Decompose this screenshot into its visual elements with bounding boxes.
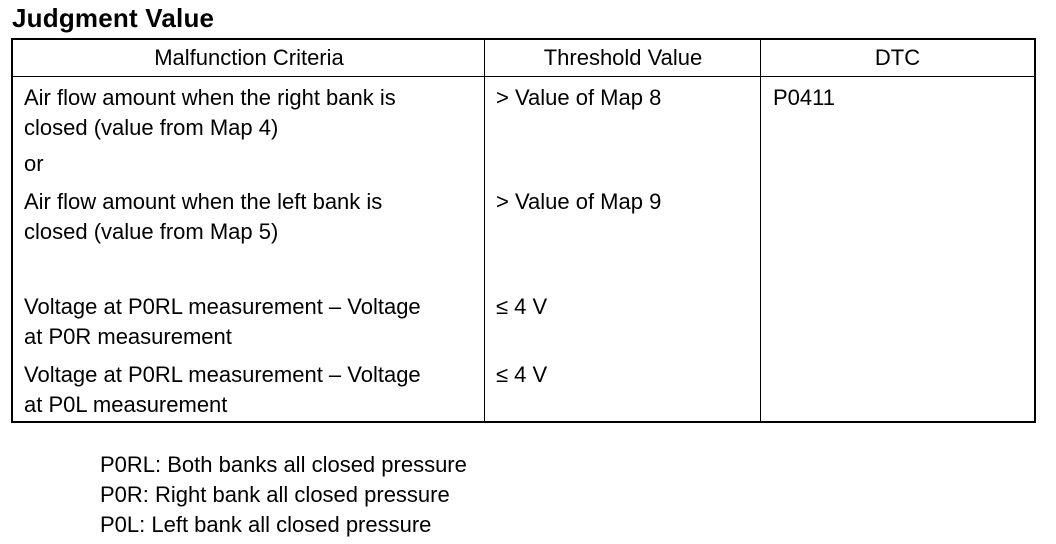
- threshold-cell: > Value of Map 8: [496, 85, 662, 110]
- criteria-cell: Air flow amount when the left bank is closed (value from Map 5): [24, 189, 383, 244]
- threshold-cell: ≤ 4 V: [496, 294, 548, 319]
- criteria-cell: Voltage at P0RL measurement – Voltage at P0L measurement: [24, 362, 421, 417]
- criteria-cell: Voltage at P0RL measurement – Voltage at P0R measurement: [24, 294, 421, 349]
- legend-item-p0l: P0L: Left bank all closed pressure: [100, 512, 432, 537]
- table-header-row: [13, 40, 1034, 77]
- header-dtc: DTC: [874, 45, 921, 70]
- threshold-cell: > Value of Map 9: [496, 189, 662, 214]
- header-malfunction-criteria: Malfunction Criteria: [154, 45, 344, 70]
- dtc-cell: P0411: [773, 85, 835, 110]
- threshold-cell: ≤ 4 V: [496, 362, 548, 387]
- criteria-cell: Air flow amount when the right bank is closed (value from Map 4): [24, 85, 396, 140]
- column-divider: [484, 40, 485, 421]
- page-title: Judgment Value: [12, 3, 215, 33]
- legend-item-p0r: P0R: Right bank all closed pressure: [100, 482, 450, 507]
- header-threshold-value: Threshold Value: [543, 45, 703, 70]
- criteria-cell: or: [24, 151, 44, 176]
- column-divider: [760, 40, 761, 421]
- legend-item-p0rl: P0RL: Both banks all closed pressure: [100, 452, 467, 477]
- judgment-value-table: [11, 38, 1036, 423]
